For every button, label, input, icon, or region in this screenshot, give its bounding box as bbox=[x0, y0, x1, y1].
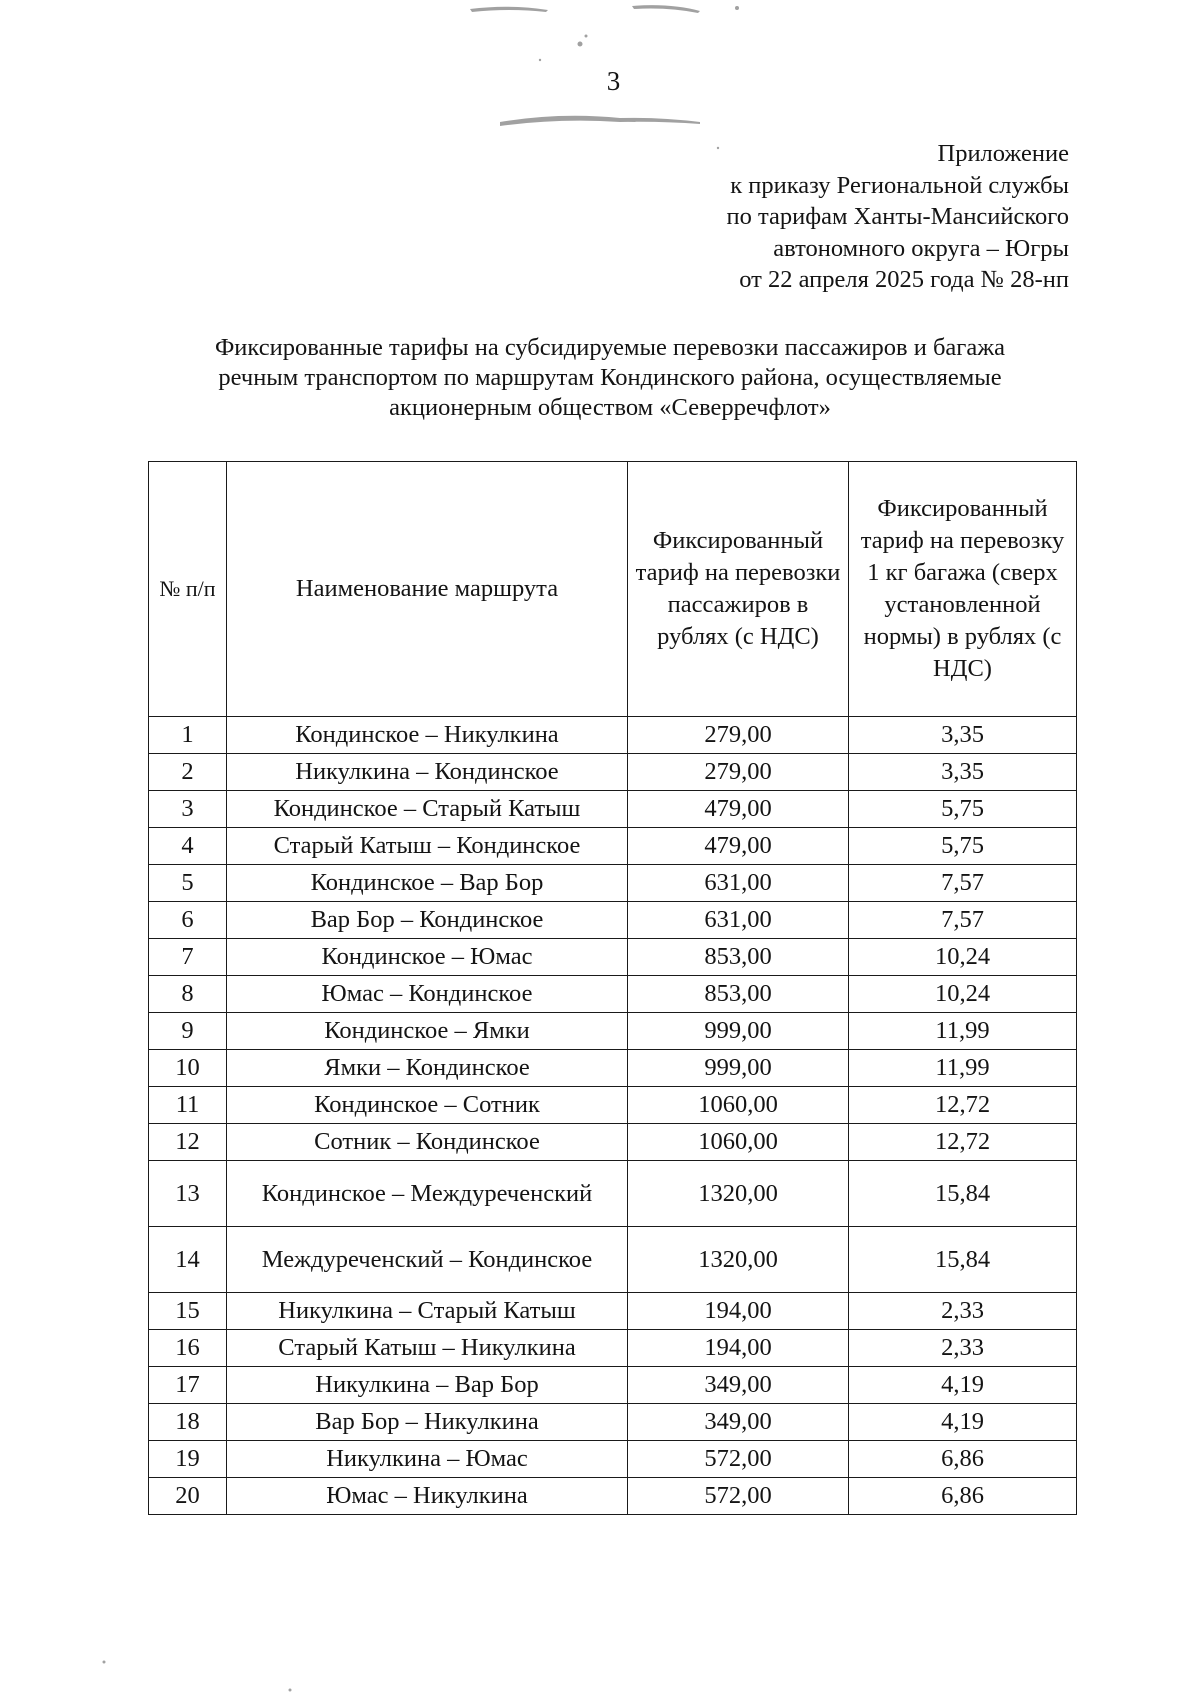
row-baggage-tariff: 3,35 bbox=[849, 717, 1077, 754]
table-header-row bbox=[149, 462, 1077, 717]
table-row bbox=[149, 1330, 1077, 1367]
row-num: 9 bbox=[149, 1013, 227, 1050]
appendix-line: от 22 апреля 2025 года № 28-нп bbox=[739, 266, 1069, 293]
row-num: 13 bbox=[149, 1161, 227, 1227]
row-route: Никулкина – Юмас bbox=[227, 1441, 628, 1478]
row-passenger-tariff: 349,00 bbox=[628, 1404, 849, 1441]
header-num: № п/п bbox=[149, 462, 227, 717]
header-baggage-tariff: Фиксированный тариф на перевозку 1 кг багажа (сверх установленной нормы) в рублях (с НДС) bbox=[849, 462, 1077, 717]
row-num: 7 bbox=[149, 939, 227, 976]
row-passenger-tariff: 631,00 bbox=[628, 865, 849, 902]
document-title bbox=[140, 333, 1080, 423]
table-row bbox=[149, 1124, 1077, 1161]
row-baggage-tariff: 12,72 bbox=[849, 1124, 1077, 1161]
row-baggage-tariff: 4,19 bbox=[849, 1404, 1077, 1441]
table-row bbox=[149, 791, 1077, 828]
row-passenger-tariff: 853,00 bbox=[628, 976, 849, 1013]
row-passenger-tariff: 279,00 bbox=[628, 717, 849, 754]
row-baggage-tariff: 2,33 bbox=[849, 1330, 1077, 1367]
table-row bbox=[149, 1404, 1077, 1441]
table-row bbox=[149, 976, 1077, 1013]
row-route: Сотник – Кондинское bbox=[227, 1124, 628, 1161]
row-passenger-tariff: 1320,00 bbox=[628, 1227, 849, 1293]
row-route: Юмас – Кондинское bbox=[227, 976, 628, 1013]
row-num: 17 bbox=[149, 1367, 227, 1404]
row-passenger-tariff: 479,00 bbox=[628, 828, 849, 865]
row-passenger-tariff: 194,00 bbox=[628, 1330, 849, 1367]
row-num: 12 bbox=[149, 1124, 227, 1161]
row-num: 10 bbox=[149, 1050, 227, 1087]
row-num: 14 bbox=[149, 1227, 227, 1293]
row-passenger-tariff: 279,00 bbox=[628, 754, 849, 791]
row-baggage-tariff: 6,86 bbox=[849, 1441, 1077, 1478]
row-route: Ямки – Кондинское bbox=[227, 1050, 628, 1087]
row-baggage-tariff: 15,84 bbox=[849, 1227, 1077, 1293]
table-row bbox=[149, 828, 1077, 865]
row-passenger-tariff: 349,00 bbox=[628, 1367, 849, 1404]
row-baggage-tariff: 4,19 bbox=[849, 1367, 1077, 1404]
appendix-block bbox=[727, 138, 1069, 296]
row-route: Кондинское – Сотник bbox=[227, 1087, 628, 1124]
title-line: акционерным обществом «Северречфлот» bbox=[389, 394, 831, 421]
row-route: Вар Бор – Никулкина bbox=[227, 1404, 628, 1441]
row-baggage-tariff: 12,72 bbox=[849, 1087, 1077, 1124]
row-passenger-tariff: 1060,00 bbox=[628, 1124, 849, 1161]
row-num: 5 bbox=[149, 865, 227, 902]
row-route: Никулкина – Кондинское bbox=[227, 754, 628, 791]
row-route: Кондинское – Никулкина bbox=[227, 717, 628, 754]
row-baggage-tariff: 2,33 bbox=[849, 1293, 1077, 1330]
row-num: 1 bbox=[149, 717, 227, 754]
row-passenger-tariff: 194,00 bbox=[628, 1293, 849, 1330]
page-number: 3 bbox=[606, 66, 621, 96]
row-num: 11 bbox=[149, 1087, 227, 1124]
row-passenger-tariff: 631,00 bbox=[628, 902, 849, 939]
row-baggage-tariff: 3,35 bbox=[849, 754, 1077, 791]
row-passenger-tariff: 999,00 bbox=[628, 1050, 849, 1087]
appendix-line: по тарифам Ханты-Мансийского bbox=[726, 203, 1069, 230]
row-baggage-tariff: 5,75 bbox=[849, 791, 1077, 828]
table-row bbox=[149, 1293, 1077, 1330]
row-route: Старый Катыш – Никулкина bbox=[227, 1330, 628, 1367]
row-num: 8 bbox=[149, 976, 227, 1013]
row-num: 4 bbox=[149, 828, 227, 865]
table-row bbox=[149, 1161, 1077, 1227]
row-baggage-tariff: 7,57 bbox=[849, 902, 1077, 939]
row-passenger-tariff: 853,00 bbox=[628, 939, 849, 976]
row-baggage-tariff: 6,86 bbox=[849, 1478, 1077, 1515]
table-row bbox=[149, 1013, 1077, 1050]
row-num: 2 bbox=[149, 754, 227, 791]
row-route: Никулкина – Старый Катыш bbox=[227, 1293, 628, 1330]
row-passenger-tariff: 479,00 bbox=[628, 791, 849, 828]
row-route: Никулкина – Вар Бор bbox=[227, 1367, 628, 1404]
row-baggage-tariff: 10,24 bbox=[849, 976, 1077, 1013]
title-line: Фиксированные тарифы на субсидируемые перевозки пассажиров и багажа bbox=[214, 334, 1006, 361]
row-route: Кондинское – Междуреченский bbox=[227, 1161, 628, 1227]
row-num: 16 bbox=[149, 1330, 227, 1367]
row-baggage-tariff: 10,24 bbox=[849, 939, 1077, 976]
table-row bbox=[149, 1478, 1077, 1515]
row-route: Кондинское – Старый Катыш bbox=[227, 791, 628, 828]
appendix-line: Приложение bbox=[937, 140, 1069, 167]
row-num: 15 bbox=[149, 1293, 227, 1330]
table-row bbox=[149, 1087, 1077, 1124]
row-route: Кондинское – Юмас bbox=[227, 939, 628, 976]
row-baggage-tariff: 11,99 bbox=[849, 1050, 1077, 1087]
row-route: Междуреченский – Кондинское bbox=[227, 1227, 628, 1293]
row-route: Юмас – Никулкина bbox=[227, 1478, 628, 1515]
row-passenger-tariff: 1060,00 bbox=[628, 1087, 849, 1124]
row-num: 19 bbox=[149, 1441, 227, 1478]
table-row bbox=[149, 1227, 1077, 1293]
row-num: 18 bbox=[149, 1404, 227, 1441]
row-baggage-tariff: 5,75 bbox=[849, 828, 1077, 865]
row-passenger-tariff: 572,00 bbox=[628, 1478, 849, 1515]
row-route: Вар Бор – Кондинское bbox=[227, 902, 628, 939]
row-num: 3 bbox=[149, 791, 227, 828]
table-row bbox=[149, 939, 1077, 976]
table-row bbox=[149, 1441, 1077, 1478]
table-row bbox=[149, 1367, 1077, 1404]
row-num: 6 bbox=[149, 902, 227, 939]
header-route: Наименование маршрута bbox=[227, 462, 628, 717]
table-row bbox=[149, 754, 1077, 791]
table-row bbox=[149, 902, 1077, 939]
row-route: Кондинское – Вар Бор bbox=[227, 865, 628, 902]
header-passenger-tariff: Фиксированный тариф на перевозки пассажиров в рублях (с НДС) bbox=[628, 462, 849, 717]
row-baggage-tariff: 15,84 bbox=[849, 1161, 1077, 1227]
row-route: Старый Катыш – Кондинское bbox=[227, 828, 628, 865]
appendix-line: к приказу Региональной службы bbox=[730, 171, 1069, 199]
appendix-line: автономного округа – Югры bbox=[773, 234, 1069, 262]
row-passenger-tariff: 1320,00 bbox=[628, 1161, 849, 1227]
row-baggage-tariff: 7,57 bbox=[849, 865, 1077, 902]
row-passenger-tariff: 999,00 bbox=[628, 1013, 849, 1050]
title-line: речным транспортом по маршрутам Кондинского района, осуществляемые bbox=[218, 364, 1002, 391]
row-route: Кондинское – Ямки bbox=[227, 1013, 628, 1050]
table-row bbox=[149, 865, 1077, 902]
row-passenger-tariff: 572,00 bbox=[628, 1441, 849, 1478]
table-row bbox=[149, 717, 1077, 754]
row-num: 20 bbox=[149, 1478, 227, 1515]
tariff-table bbox=[148, 461, 1077, 1515]
row-baggage-tariff: 11,99 bbox=[849, 1013, 1077, 1050]
table-row bbox=[149, 1050, 1077, 1087]
